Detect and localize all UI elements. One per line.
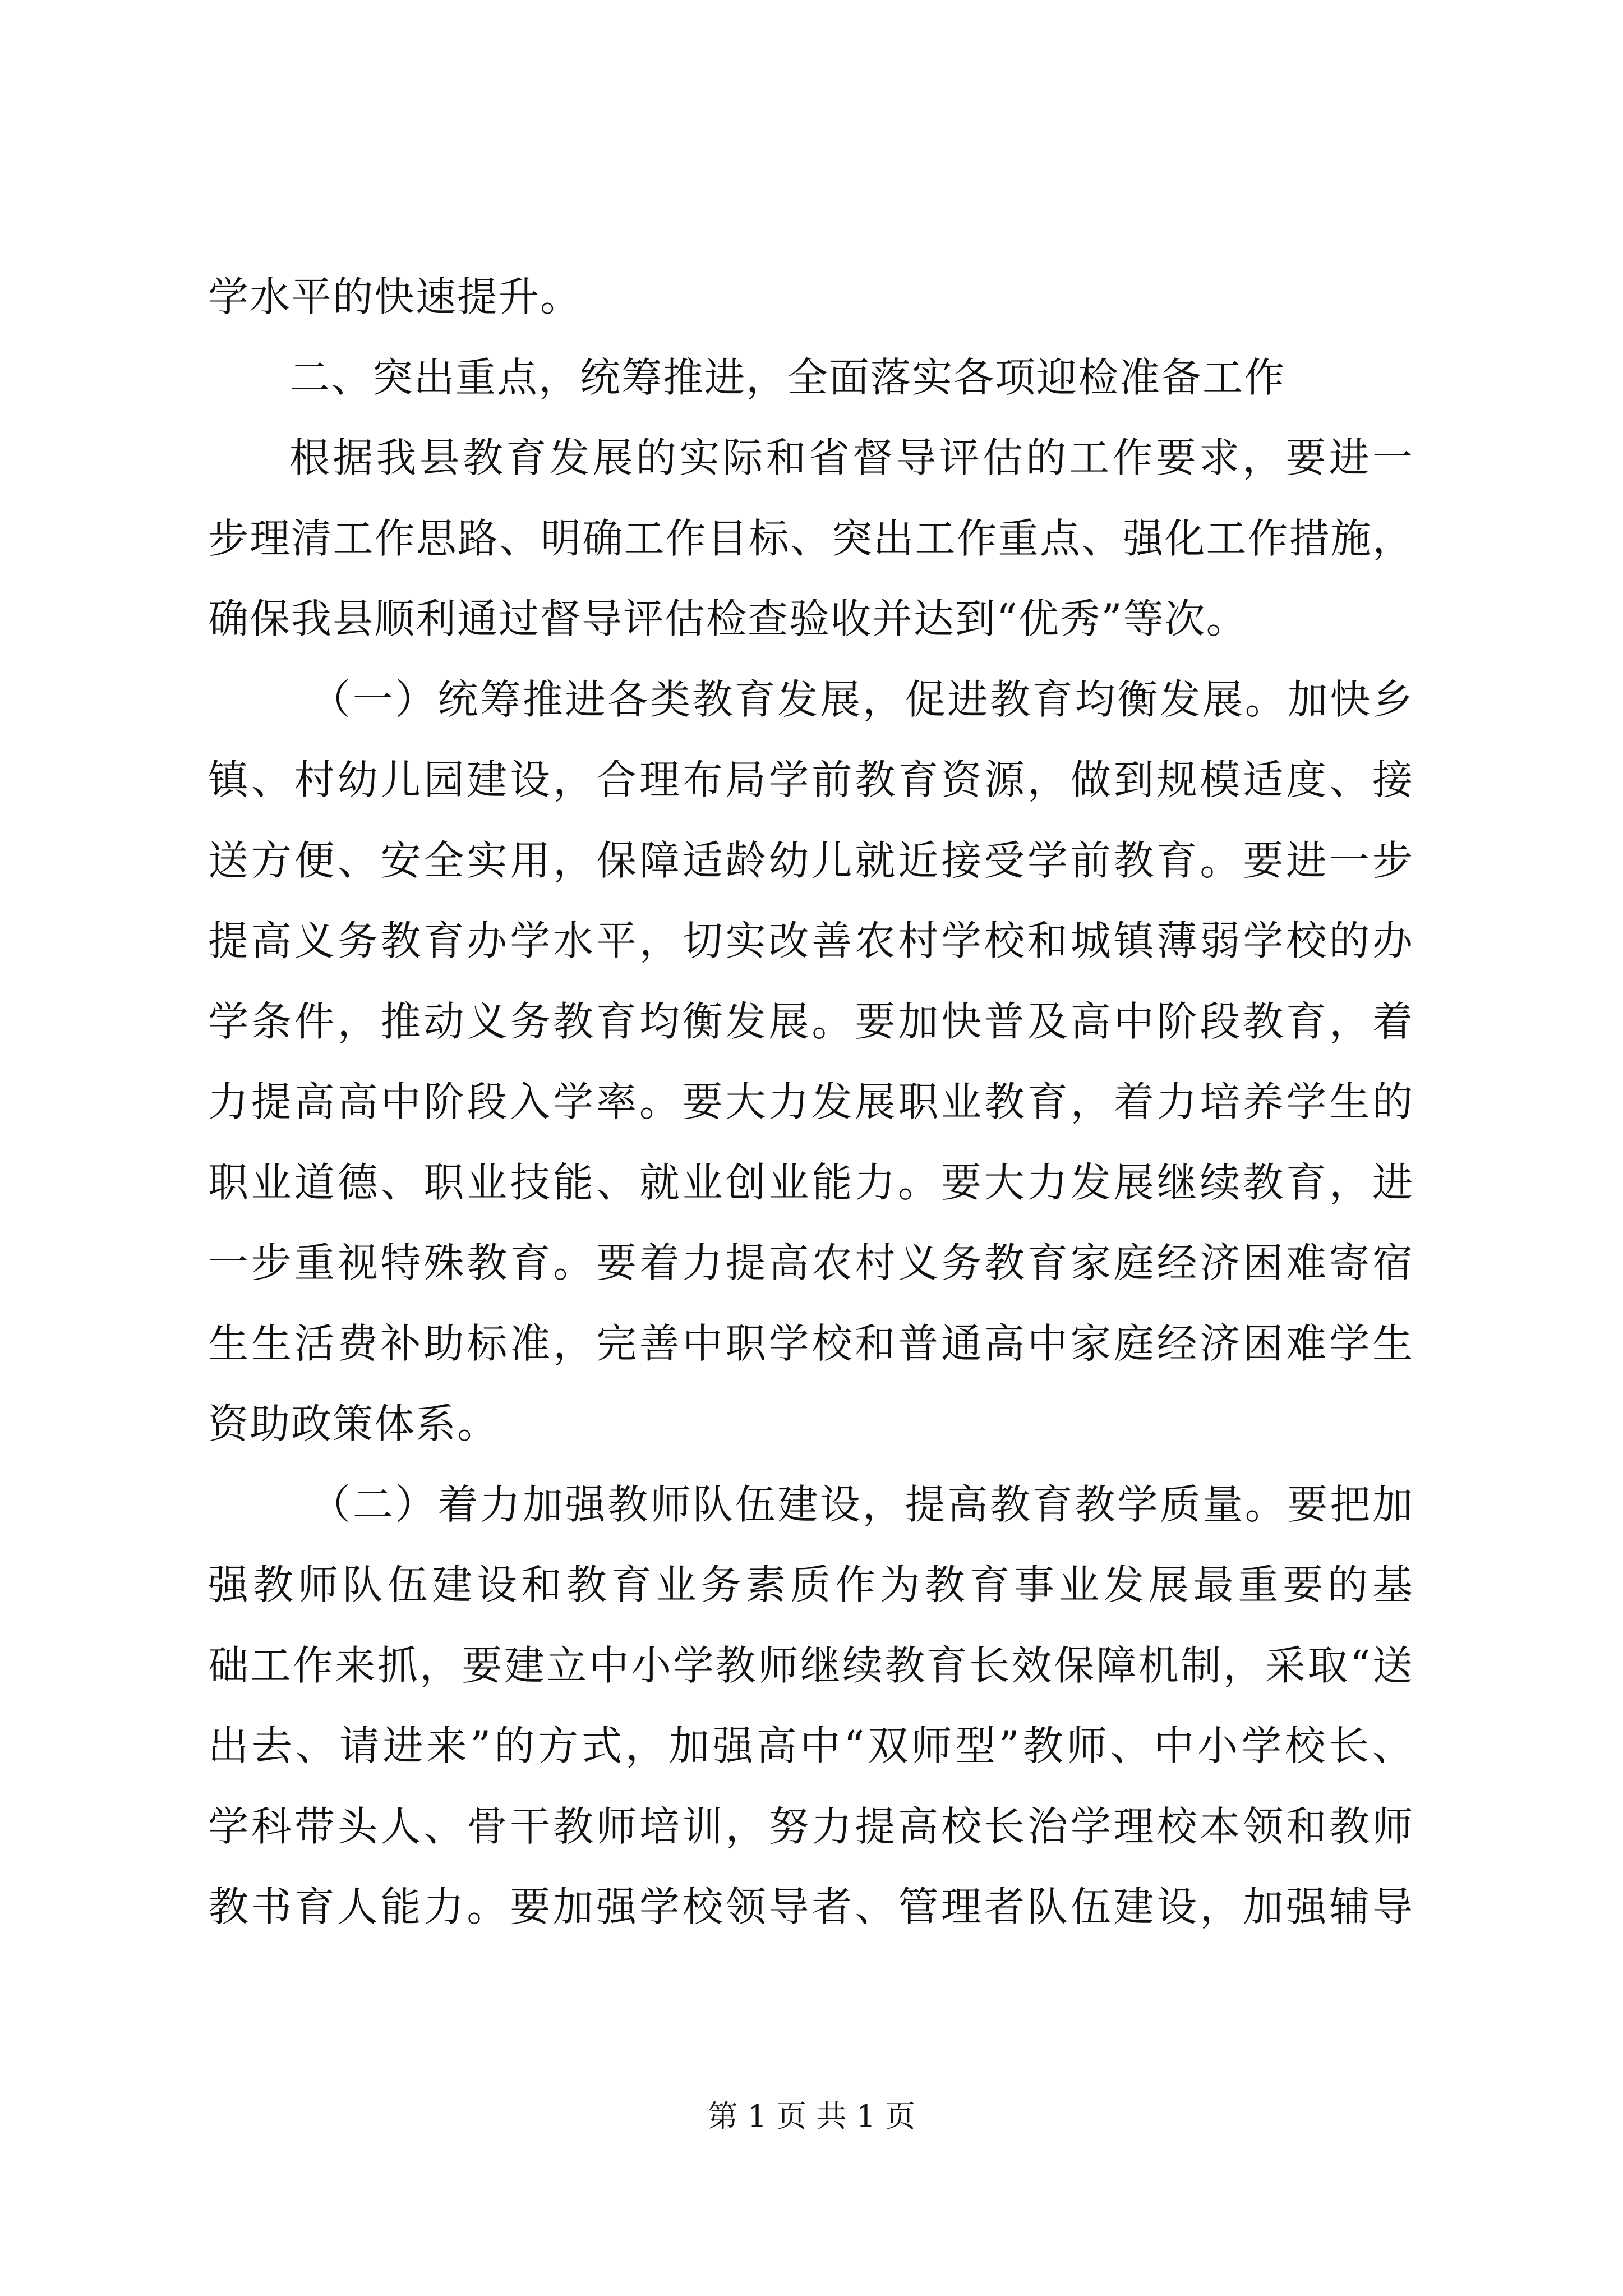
page-footer [0, 2097, 1623, 2136]
text-line: 职业道德、职业技能、就业创业能力。要大力发展继续教育，进 [208, 1158, 1414, 1206]
document-body [208, 257, 1414, 1948]
text-line: 出去、请进来”的方式，加强高中“双师型”教师、中小学校长、 [208, 1722, 1414, 1769]
text-line: （一）统筹推进各类教育发展，促进教育均衡发展。加快乡 [310, 675, 1414, 723]
text-line: 确保我县顺利通过督导评估检查验收并达到“优秀”等次。 [208, 595, 1248, 642]
text-line: 根据我县教育发展的实际和省督导评估的工作要求，要进一 [289, 434, 1414, 481]
text-line: 力提高高中阶段入学率。要大力发展职业教育，着力培养学生的 [208, 1078, 1414, 1125]
text-line: 强教师队伍建设和教育业务素质作为教育事业发展最重要的基 [208, 1561, 1414, 1608]
text-line: 生生活费补助标准，完善中职学校和普通高中家庭经济困难学生 [208, 1319, 1414, 1367]
text-line: 资助政策体系。 [208, 1400, 499, 1447]
text-line: 步理清工作思路、明确工作目标、突出工作重点、强化工作措施， [208, 514, 1414, 562]
text-line: 送方便、安全实用，保障适龄幼儿就近接受学前教育。要进一步 [208, 836, 1414, 884]
text-line: 础工作来抓，要建立中小学教师继续教育长效保障机制，采取“送 [208, 1641, 1414, 1689]
text-line: 教书育人能力。要加强学校领导者、管理者队伍建设，加强辅导 [208, 1883, 1414, 1930]
text-line: 镇、村幼儿园建设，合理布局学前教育资源，做到规模适度、接 [208, 756, 1414, 803]
text-line: （二）着力加强教师队伍建设，提高教育教学质量。要把加 [310, 1480, 1414, 1528]
text-line: 学科带头人、骨干教师培训，努力提高校长治学理校本领和教师 [208, 1802, 1414, 1850]
text-line: 一步重视特殊教育。要着力提高农村义务教育家庭经济困难寄宿 [208, 1239, 1414, 1286]
page-number-label: 第 1 页 共 1 页 [707, 2099, 916, 2134]
text-line: 学水平的快速提升。 [208, 273, 582, 320]
section-heading: 二、突出重点，统筹推进，全面落实各项迎检准备工作 [289, 353, 1286, 401]
text-line: 学条件，推动义务教育均衡发展。要加快普及高中阶段教育，着 [208, 997, 1414, 1045]
text-line: 提高义务教育办学水平，切实改善农村学校和城镇薄弱学校的办 [208, 917, 1414, 964]
